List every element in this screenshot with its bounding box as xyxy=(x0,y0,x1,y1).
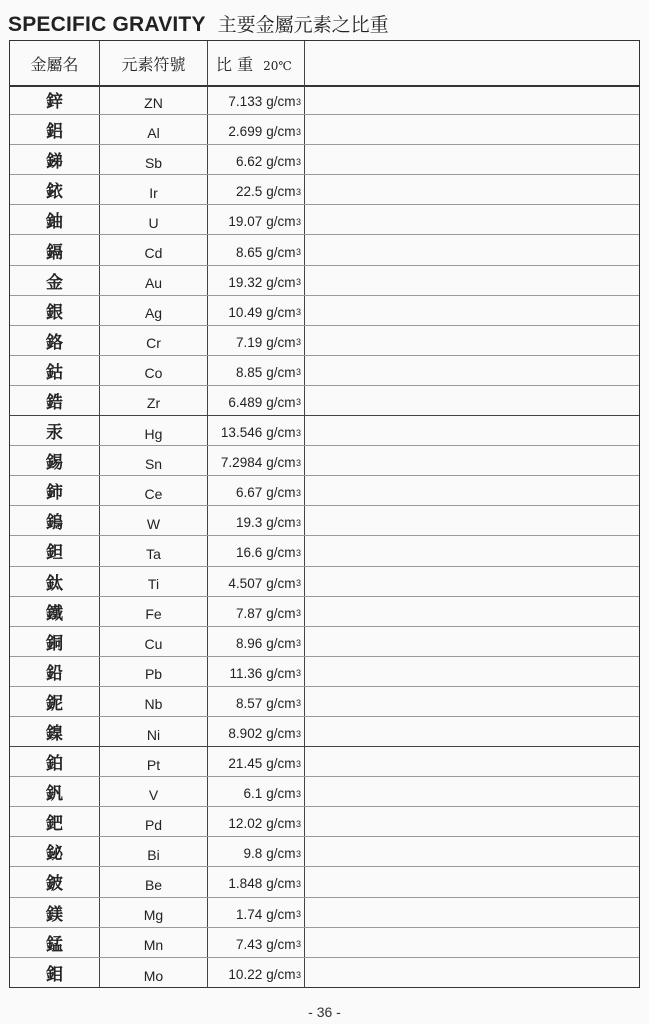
element-symbol: Fe xyxy=(100,597,208,626)
table-row xyxy=(10,747,639,777)
gravity-unit-exponent: 3 xyxy=(295,277,301,288)
table-row xyxy=(10,416,639,446)
notes-cell xyxy=(305,416,639,445)
table-row xyxy=(10,205,639,235)
specific-gravity-value xyxy=(208,175,305,204)
page-number: - 36 - xyxy=(308,1004,341,1020)
gravity-unit: g/cm xyxy=(266,455,296,471)
gravity-unit: g/cm xyxy=(266,756,296,772)
table-row xyxy=(10,85,639,115)
metal-name: 汞 xyxy=(10,416,100,445)
specific-gravity-value xyxy=(208,807,305,836)
specific-gravity-value xyxy=(208,205,305,234)
gravity-number: 7.19 xyxy=(235,334,263,350)
table-row xyxy=(10,807,639,837)
gravity-number: 16.6 xyxy=(235,545,263,561)
element-symbol: Ir xyxy=(100,175,208,204)
specific-gravity-value xyxy=(208,837,305,866)
table-row xyxy=(10,597,639,627)
notes-cell xyxy=(305,326,639,355)
gravity-unit-exponent: 3 xyxy=(295,247,301,258)
metal-name: 鎢 xyxy=(10,506,100,535)
element-symbol: Pb xyxy=(100,657,208,686)
element-symbol: Pt xyxy=(100,747,208,776)
element-symbol: Mo xyxy=(100,958,208,988)
gravity-number: 19.32 xyxy=(228,274,263,290)
gravity-unit: g/cm xyxy=(266,665,296,681)
element-symbol: Al xyxy=(100,115,208,144)
table-row xyxy=(10,536,639,566)
gravity-unit-exponent: 3 xyxy=(295,457,301,468)
gravity-unit-exponent: 3 xyxy=(295,939,301,950)
gravity-unit: g/cm xyxy=(266,575,296,591)
table-row xyxy=(10,506,639,536)
header-metal-name: 金屬名 xyxy=(10,41,100,85)
gravity-unit: g/cm xyxy=(266,364,296,380)
gravity-number: 10.22 xyxy=(228,967,263,983)
gravity-unit-exponent: 3 xyxy=(295,126,301,137)
gravity-unit-exponent: 3 xyxy=(295,216,301,227)
gravity-number: 8.85 xyxy=(235,364,263,380)
table-body xyxy=(10,85,639,987)
gravity-unit-exponent: 3 xyxy=(295,909,301,920)
table-row xyxy=(10,898,639,928)
metal-name: 銅 xyxy=(10,627,100,656)
element-symbol: Ta xyxy=(100,536,208,565)
element-symbol: Nb xyxy=(100,687,208,716)
gravity-unit: g/cm xyxy=(266,605,296,621)
notes-cell xyxy=(305,717,639,746)
specific-gravity-value xyxy=(208,386,305,415)
element-symbol: Ag xyxy=(100,296,208,325)
gravity-unit: g/cm xyxy=(266,184,296,200)
title-english: SPECIFIC GRAVITY xyxy=(8,13,206,36)
table-row xyxy=(10,837,639,867)
header-notes-column xyxy=(305,41,639,85)
metal-name: 銻 xyxy=(10,145,100,174)
specific-gravity-value xyxy=(208,777,305,806)
gravity-unit: g/cm xyxy=(266,936,296,952)
element-symbol: Mg xyxy=(100,898,208,927)
metal-name: 鈦 xyxy=(10,567,100,596)
gravity-unit-exponent: 3 xyxy=(295,156,301,167)
metal-name: 鈾 xyxy=(10,205,100,234)
notes-cell xyxy=(305,446,639,475)
notes-cell xyxy=(305,777,639,806)
notes-cell xyxy=(305,958,639,988)
gravity-number: 7.43 xyxy=(235,936,263,952)
metal-name: 鈀 xyxy=(10,807,100,836)
notes-cell xyxy=(305,205,639,234)
notes-cell xyxy=(305,627,639,656)
element-symbol: Sb xyxy=(100,145,208,174)
element-symbol: Bi xyxy=(100,837,208,866)
specific-gravity-value xyxy=(208,657,305,686)
header-gravity-label: 比 重 xyxy=(216,54,254,74)
specific-gravity-value xyxy=(208,356,305,385)
gravity-unit-exponent: 3 xyxy=(295,427,301,438)
gravity-unit-exponent: 3 xyxy=(295,96,301,107)
notes-cell xyxy=(305,145,639,174)
gravity-unit-exponent: 3 xyxy=(295,337,301,348)
gravity-unit: g/cm xyxy=(266,906,296,922)
gravity-unit-exponent: 3 xyxy=(295,638,301,649)
gravity-number: 6.62 xyxy=(235,154,263,170)
specific-gravity-value xyxy=(208,115,305,144)
notes-cell xyxy=(305,266,639,295)
gravity-unit: g/cm xyxy=(266,786,296,802)
gravity-unit: g/cm xyxy=(266,967,296,983)
gravity-unit: g/cm xyxy=(266,485,296,501)
gravity-number: 8.57 xyxy=(235,695,263,711)
metal-name: 鉭 xyxy=(10,536,100,565)
metal-name: 鎳 xyxy=(10,717,100,746)
notes-cell xyxy=(305,928,639,957)
element-symbol: Ce xyxy=(100,476,208,505)
specific-gravity-value xyxy=(208,266,305,295)
notes-cell xyxy=(305,657,639,686)
element-symbol: Cd xyxy=(100,235,208,264)
gravity-unit-exponent: 3 xyxy=(295,487,301,498)
notes-cell xyxy=(305,898,639,927)
gravity-unit-exponent: 3 xyxy=(295,848,301,859)
notes-cell xyxy=(305,867,639,896)
gravity-number: 7.133 xyxy=(228,94,263,110)
gravity-unit-exponent: 3 xyxy=(295,547,301,558)
specific-gravity-value xyxy=(208,145,305,174)
gravity-unit-exponent: 3 xyxy=(295,728,301,739)
gravity-number: 8.96 xyxy=(235,635,263,651)
specific-gravity-value xyxy=(208,898,305,927)
notes-cell xyxy=(305,567,639,596)
gravity-number: 19.07 xyxy=(228,214,263,230)
element-symbol: W xyxy=(100,506,208,535)
element-symbol: Co xyxy=(100,356,208,385)
table-row xyxy=(10,145,639,175)
gravity-unit-exponent: 3 xyxy=(295,668,301,679)
gravity-unit-exponent: 3 xyxy=(295,186,301,197)
notes-cell xyxy=(305,235,639,264)
table-row xyxy=(10,928,639,958)
gravity-unit-exponent: 3 xyxy=(295,788,301,799)
element-symbol: ZN xyxy=(100,85,208,114)
specific-gravity-value xyxy=(208,597,305,626)
notes-cell xyxy=(305,506,639,535)
gravity-unit: g/cm xyxy=(266,334,296,350)
gravity-unit: g/cm xyxy=(266,274,296,290)
table-row xyxy=(10,717,639,747)
element-symbol: U xyxy=(100,205,208,234)
metal-name: 鋯 xyxy=(10,386,100,415)
gravity-unit-exponent: 3 xyxy=(295,878,301,889)
gravity-unit: g/cm xyxy=(266,304,296,320)
table-row xyxy=(10,356,639,386)
notes-cell xyxy=(305,837,639,866)
element-symbol: Hg xyxy=(100,416,208,445)
specific-gravity-value xyxy=(208,928,305,957)
element-symbol: Be xyxy=(100,867,208,896)
metal-name: 鐵 xyxy=(10,597,100,626)
gravity-number: 8.65 xyxy=(235,244,263,260)
specific-gravity-value xyxy=(208,747,305,776)
page-title xyxy=(8,10,389,40)
gravity-unit: g/cm xyxy=(266,816,296,832)
metal-name: 銀 xyxy=(10,296,100,325)
element-symbol: V xyxy=(100,777,208,806)
element-symbol: Ni xyxy=(100,717,208,746)
metal-name: 鎂 xyxy=(10,898,100,927)
gravity-number: 7.2984 xyxy=(220,455,263,471)
metal-name: 鈷 xyxy=(10,356,100,385)
table-row xyxy=(10,386,639,416)
table-row xyxy=(10,657,639,687)
notes-cell xyxy=(305,296,639,325)
header-specific-gravity xyxy=(208,41,305,85)
notes-cell xyxy=(305,85,639,114)
specific-gravity-value xyxy=(208,296,305,325)
gravity-number: 1.74 xyxy=(235,906,263,922)
gravity-unit-exponent: 3 xyxy=(295,367,301,378)
table-row xyxy=(10,476,639,506)
gravity-unit: g/cm xyxy=(266,244,296,260)
gravity-unit: g/cm xyxy=(266,726,296,742)
gravity-unit: g/cm xyxy=(266,515,296,531)
table-row xyxy=(10,326,639,356)
notes-cell xyxy=(305,597,639,626)
gravity-number: 9.8 xyxy=(243,846,263,862)
element-symbol: Cu xyxy=(100,627,208,656)
gravity-number: 13.546 xyxy=(220,425,263,441)
gravity-unit-exponent: 3 xyxy=(295,578,301,589)
header-temperature: 20℃ xyxy=(263,59,292,73)
gravity-unit: g/cm xyxy=(266,94,296,110)
table-row xyxy=(10,867,639,897)
header-element-symbol: 元素符號 xyxy=(100,41,208,85)
gravity-unit: g/cm xyxy=(266,695,296,711)
metal-name: 錳 xyxy=(10,928,100,957)
metal-name: 鎘 xyxy=(10,235,100,264)
metal-name: 鋅 xyxy=(10,85,100,114)
gravity-unit-exponent: 3 xyxy=(295,397,301,408)
table-row xyxy=(10,627,639,657)
gravity-number: 2.699 xyxy=(228,124,263,140)
gravity-unit-exponent: 3 xyxy=(295,517,301,528)
element-symbol: Ti xyxy=(100,567,208,596)
notes-cell xyxy=(305,536,639,565)
gravity-number: 4.507 xyxy=(228,575,263,591)
gravity-unit: g/cm xyxy=(266,635,296,651)
gravity-number: 6.1 xyxy=(243,786,263,802)
gravity-number: 6.489 xyxy=(228,394,263,410)
specific-gravity-value xyxy=(208,476,305,505)
specific-gravity-value xyxy=(208,717,305,746)
notes-cell xyxy=(305,356,639,385)
gravity-number: 11.36 xyxy=(229,665,263,681)
specific-gravity-value xyxy=(208,416,305,445)
metal-name: 鉛 xyxy=(10,657,100,686)
gravity-unit: g/cm xyxy=(266,545,296,561)
gravity-unit: g/cm xyxy=(266,394,296,410)
metal-name: 鋁 xyxy=(10,115,100,144)
notes-cell xyxy=(305,115,639,144)
table-header xyxy=(10,41,639,87)
table-row xyxy=(10,687,639,717)
metal-name: 金 xyxy=(10,266,100,295)
specific-gravity-value xyxy=(208,446,305,475)
gravity-unit: g/cm xyxy=(266,846,296,862)
element-symbol: Sn xyxy=(100,446,208,475)
table-row xyxy=(10,115,639,145)
gravity-number: 10.49 xyxy=(228,304,263,320)
element-symbol: Mn xyxy=(100,928,208,957)
gravity-unit-exponent: 3 xyxy=(295,608,301,619)
gravity-number: 8.902 xyxy=(228,726,263,742)
table-row xyxy=(10,235,639,265)
metal-name: 鉻 xyxy=(10,326,100,355)
metal-name: 錫 xyxy=(10,446,100,475)
specific-gravity-value xyxy=(208,536,305,565)
table-row xyxy=(10,446,639,476)
specific-gravity-value xyxy=(208,958,305,988)
element-symbol: Zr xyxy=(100,386,208,415)
gravity-unit: g/cm xyxy=(266,425,296,441)
metal-name: 釩 xyxy=(10,777,100,806)
gravity-number: 22.5 xyxy=(235,184,263,200)
specific-gravity-value xyxy=(208,627,305,656)
metal-name: 鈮 xyxy=(10,687,100,716)
notes-cell xyxy=(305,747,639,776)
element-symbol: Pd xyxy=(100,807,208,836)
notes-cell xyxy=(305,807,639,836)
specific-gravity-value xyxy=(208,85,305,114)
gravity-unit: g/cm xyxy=(266,154,296,170)
table-row xyxy=(10,175,639,205)
title-chinese: 主要金屬元素之比重 xyxy=(217,14,389,36)
gravity-number: 19.3 xyxy=(235,515,263,531)
notes-cell xyxy=(305,687,639,716)
table-row xyxy=(10,567,639,597)
specific-gravity-table xyxy=(9,40,640,988)
gravity-number: 21.45 xyxy=(228,756,263,772)
metal-name: 鈰 xyxy=(10,476,100,505)
specific-gravity-value xyxy=(208,326,305,355)
gravity-unit: g/cm xyxy=(266,876,296,892)
table-row xyxy=(10,958,639,988)
specific-gravity-value xyxy=(208,235,305,264)
gravity-unit: g/cm xyxy=(266,214,296,230)
gravity-unit-exponent: 3 xyxy=(295,969,301,980)
specific-gravity-value xyxy=(208,867,305,896)
table-row xyxy=(10,296,639,326)
gravity-number: 12.02 xyxy=(228,816,263,832)
metal-name: 鉬 xyxy=(10,958,100,988)
element-symbol: Au xyxy=(100,266,208,295)
table-row xyxy=(10,777,639,807)
gravity-number: 6.67 xyxy=(235,485,263,501)
element-symbol: Cr xyxy=(100,326,208,355)
notes-cell xyxy=(305,476,639,505)
specific-gravity-value xyxy=(208,687,305,716)
specific-gravity-value xyxy=(208,506,305,535)
gravity-unit-exponent: 3 xyxy=(295,758,301,769)
table-row xyxy=(10,266,639,296)
gravity-unit-exponent: 3 xyxy=(295,307,301,318)
gravity-unit-exponent: 3 xyxy=(295,698,301,709)
notes-cell xyxy=(305,386,639,415)
metal-name: 鈹 xyxy=(10,867,100,896)
gravity-number: 7.87 xyxy=(235,605,263,621)
metal-name: 鉑 xyxy=(10,747,100,776)
gravity-unit: g/cm xyxy=(266,124,296,140)
metal-name: 銥 xyxy=(10,175,100,204)
notes-cell xyxy=(305,175,639,204)
specific-gravity-value xyxy=(208,567,305,596)
gravity-number: 1.848 xyxy=(228,876,263,892)
metal-name: 鉍 xyxy=(10,837,100,866)
gravity-unit-exponent: 3 xyxy=(295,818,301,829)
